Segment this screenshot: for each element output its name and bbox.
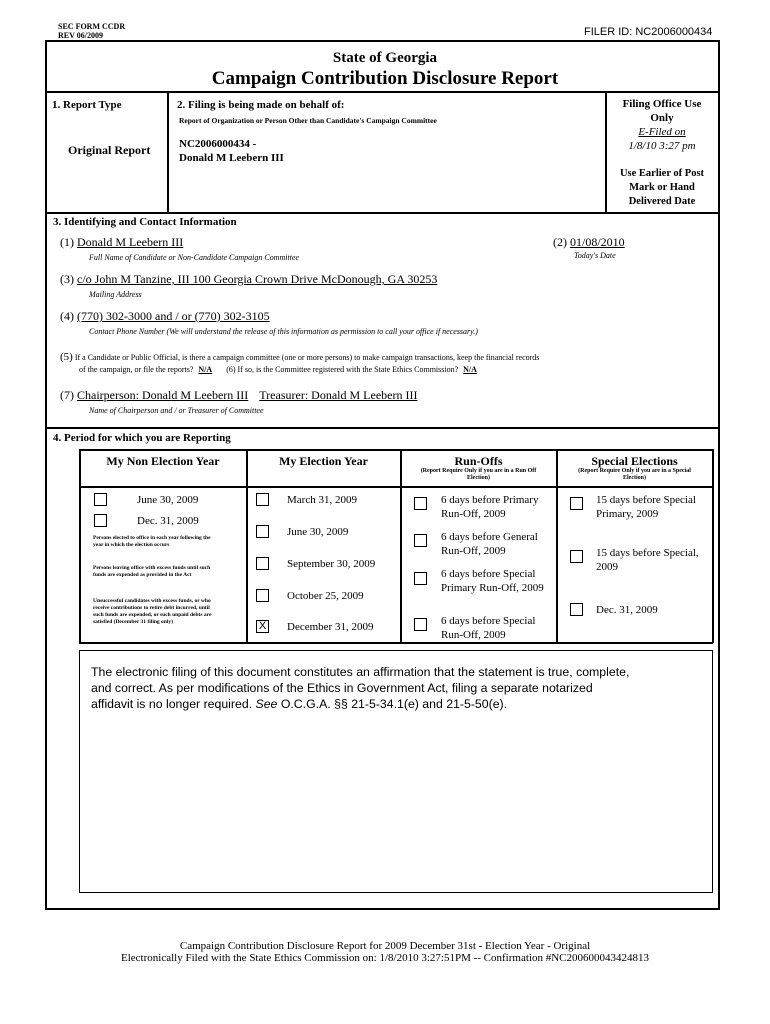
checkbox-special-dec[interactable] [570,603,583,616]
opt-non-election-june: June 30, 2009 [137,494,199,506]
checkbox-election-october[interactable] [256,589,269,602]
candidate-name-caption: Full Name of Candidate or Non-Candidate Campaign Committee [89,253,299,262]
office-note-1: Use Earlier of Post [619,168,705,179]
report-type-value: Original Report [68,143,151,157]
opt-election-december: December 31, 2009 [287,621,374,633]
field-2-num: (2) [553,235,567,249]
page-title: Campaign Contribution Disclosure Report [211,68,559,89]
office-note-3: Delivered Date [628,196,696,207]
office-use-only: Only [650,112,674,124]
note-unsuccessful: Unsuccessful candidates with excess funds, or who receive contributions to retire debt incurred, until such funds are expended, or such unpaid debts are satisfied (December 31 filing only) [93,598,212,625]
committee-question-2: of the campaign, or file the reports? [79,365,194,374]
checkbox-election-march[interactable] [256,493,269,506]
affirmation-line-3 [91,696,629,712]
mailing-address-caption: Mailing Address [89,290,142,299]
field-4 [60,309,270,324]
filing-behalf-label: 2. Filing is being made on behalf of: [177,99,345,111]
reporting-period-label: 4. Period for which you are Reporting [53,432,231,444]
note-elected: Persons elected to office in each year following the year in which the election occurs [93,535,211,548]
office-use-title: Filing Office Use [622,98,702,110]
checkbox-runoff-primary[interactable] [414,497,427,510]
checkbox-runoff-special-primary[interactable] [414,572,427,585]
col-runoffs-sub: (Report Require Only if you are in a Run Off Election) [420,468,537,481]
filer-id: FILER ID: NC2006000434 [584,26,713,38]
opt-runoff-special-primary: 6 days before Special Primary Run-Off, 2009 [441,568,544,594]
report-type-label: 1. Report Type [52,99,122,111]
footer-line-2: Electronically Filed with the State Ethics Commission on: 1/8/2010 3:27:51PM -- Confirmation #NC200600043424813 [121,952,649,964]
chairperson-caption: Name of Chairperson and / or Treasurer of Committee [89,406,264,415]
candidate-name: Donald M Leebern III [77,235,184,249]
office-use-box [606,97,718,125]
checkbox-special[interactable] [570,550,583,563]
field-3-num: (3) [60,272,74,286]
field-4-num: (4) [60,309,74,323]
checkbox-election-september[interactable] [256,557,269,570]
opt-runoff-general: 6 days before General Run-Off, 2009 [441,531,538,557]
todays-date-caption: Today's Date [574,251,616,260]
field-5-num: (5) [60,351,73,363]
opt-non-election-dec: Dec. 31, 2009 [137,515,199,527]
field-3 [60,272,437,287]
checkbox-non-election-dec[interactable] [94,514,107,527]
affirmation-line-1: The electronic filing of this document constitutes an affirmation that the statement is true, complete, [91,665,630,679]
field-7 [60,388,417,403]
mailing-address: c/o John M Tanzine, III 100 Georgia Crown Drive McDonough, GA 30253 [77,272,438,286]
state-heading: State of Georgia [332,50,438,66]
opt-special: 15 days before Special, 2009 [596,547,699,573]
col-non-election-header: My Non Election Year [106,454,220,468]
note-leaving: Persons leaving office with excess funds until such funds are expended as provided in the Act [93,565,211,578]
committee-question: If a Candidate or Public Official, is there a campaign committee (one or more persons) to make campaign transactions, keep the financial records [74,353,540,362]
treasurer: Treasurer: Donald M Leebern III [259,388,418,402]
field-1-num: (1) [60,235,74,249]
opt-special-primary: 15 days before Special Primary, 2009 [596,494,696,520]
checkbox-election-december[interactable]: X [256,620,269,633]
opt-election-october: October 25, 2009 [287,590,364,602]
filing-behalf-subtitle: Report of Organization or Person Other than Candidate's Campaign Committee [179,116,437,125]
field-7-num: (7) [60,388,74,402]
office-note [606,167,718,209]
chairperson: Chairperson: Donald M Leebern III [77,388,249,402]
affirmation-line-3c: O.C.G.A. §§ 21-5-34.1(e) and 21-5-50(e). [277,697,508,711]
opt-special-dec: Dec. 31, 2009 [596,604,658,616]
office-efiled [606,125,718,153]
affirmation-text [91,664,629,712]
affirmation-see: See [255,697,278,711]
field-2 [553,235,625,250]
registered-question: (6) If so, is the Committee registered with the State Ethics Commission? [226,365,459,374]
identifying-info-label: 3. Identifying and Contact Information [53,216,237,228]
checkbox-special-primary[interactable] [570,497,583,510]
checkbox-non-election-june[interactable] [94,493,107,506]
field-5 [60,352,710,363]
col-special-header: Special Elections [591,454,678,468]
committee-answer: N/A [198,365,213,374]
opt-runoff-primary: 6 days before Primary Run-Off, 2009 [441,494,539,520]
registered-answer: N/A [463,365,477,374]
checkbox-election-june[interactable] [256,525,269,538]
contact-phone-caption: Contact Phone Number (We will understand the release of this information as permission to call your office if necessary.) [89,327,478,336]
filer-name: Donald M Leebern III [179,152,284,164]
opt-election-march: March 31, 2009 [287,494,357,506]
todays-date: 01/08/2010 [570,235,625,249]
affirmation-line-3a: affidavit is no longer required. [91,697,256,711]
field-5-line-2 [79,364,477,375]
checkbox-runoff-special[interactable] [414,618,427,631]
filer-number: NC2006000434 - [179,138,257,150]
col-election-header: My Election Year [279,454,368,468]
checkbox-runoff-general[interactable] [414,534,427,547]
form-code: SEC FORM CCDR [58,22,126,31]
field-1 [60,235,183,250]
affirmation-line-2: and correct. As per modifications of the Ethics in Government Act, filing a separate notarized [91,681,593,695]
opt-election-june: June 30, 2009 [287,526,349,538]
office-note-2: Mark or Hand [629,182,695,193]
efiled-label: E-Filed on [638,126,686,138]
footer-line-1: Campaign Contribution Disclosure Report for 2009 December 31st - Election Year - Original [179,940,591,952]
opt-election-september: September 30, 2009 [287,558,376,570]
contact-phone: (770) 302-3000 and / or (770) 302-3105 [77,309,270,323]
col-special-sub: (Report Require Only if you are in a Special Election) [578,468,691,481]
opt-runoff-special: 6 days before Special Run-Off, 2009 [441,615,536,641]
efiled-date: 1/8/10 3:27 pm [628,140,696,152]
form-revision: REV 06/2009 [58,31,103,40]
col-runoffs-header: Run-Offs [454,454,503,468]
